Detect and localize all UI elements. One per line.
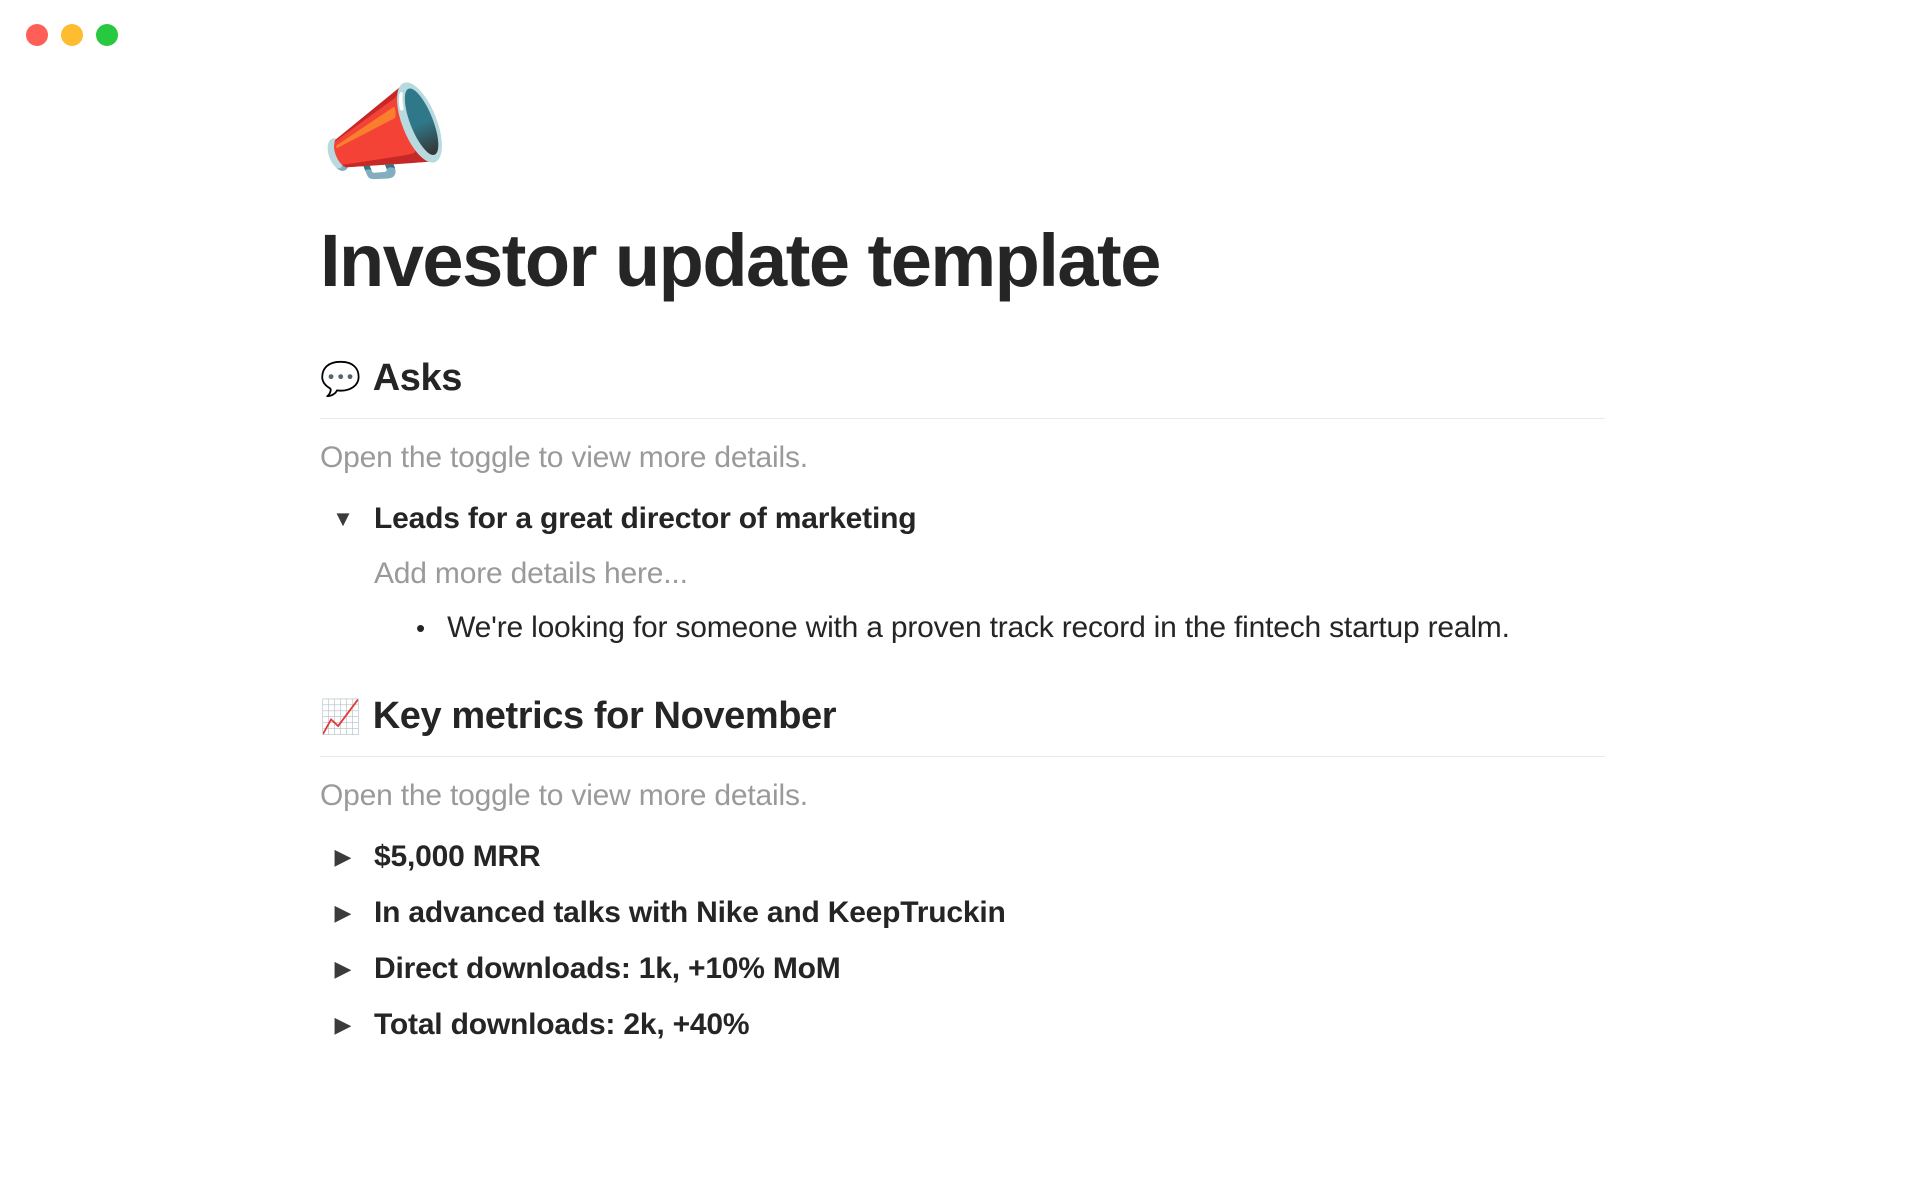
metrics-toggle-list xyxy=(320,829,1605,1053)
window-titlebar xyxy=(0,0,1920,70)
toggle-row[interactable] xyxy=(320,829,1605,885)
toggle-label[interactable]: $5,000 MRR xyxy=(374,840,541,874)
close-button[interactable] xyxy=(26,24,48,46)
section-key-metrics xyxy=(320,695,1605,1053)
chevron-down-icon[interactable]: ▼ xyxy=(332,506,354,532)
maximize-button[interactable] xyxy=(96,24,118,46)
section-spacer xyxy=(320,655,1770,695)
list-item[interactable] xyxy=(374,601,1605,655)
toggle-label[interactable]: Leads for a great director of marketing xyxy=(374,502,917,536)
toggle-row[interactable] xyxy=(320,997,1605,1053)
toggle-label[interactable]: Direct downloads: 1k, +10% MoM xyxy=(374,952,841,986)
bullet-text[interactable]: We're looking for someone with a proven track record in the fintech startup realm. xyxy=(447,611,1510,645)
section-heading-text: Key metrics for November xyxy=(372,695,837,738)
minimize-button[interactable] xyxy=(61,24,83,46)
megaphone-icon[interactable]: 📣 xyxy=(320,76,450,192)
toggle-children xyxy=(320,547,1605,655)
section-asks xyxy=(320,357,1605,655)
chevron-right-icon[interactable]: ▶ xyxy=(334,900,352,926)
section-heading-key-metrics xyxy=(320,695,1605,757)
toggle-label[interactable]: Total downloads: 2k, +40% xyxy=(374,1008,750,1042)
speech-balloon-icon: 💬 xyxy=(320,360,361,398)
document-body xyxy=(0,76,1920,1053)
chevron-right-icon[interactable]: ▶ xyxy=(334,956,352,982)
page-title[interactable]: Investor update template xyxy=(320,219,1160,302)
toggle-label[interactable]: In advanced talks with Nike and KeepTruckin xyxy=(374,896,1006,930)
toggle-block-marketing-lead xyxy=(320,491,1605,655)
chevron-right-icon[interactable]: ▶ xyxy=(334,844,352,870)
section-heading-asks xyxy=(320,357,1605,419)
chevron-right-icon[interactable]: ▶ xyxy=(334,1012,352,1038)
metrics-hint-text: Open the toggle to view more details. xyxy=(320,779,808,813)
chart-increasing-icon: 📈 xyxy=(320,698,361,736)
toggle-row[interactable] xyxy=(320,885,1605,941)
asks-hint-text: Open the toggle to view more details. xyxy=(320,441,808,475)
toggle-row[interactable] xyxy=(320,491,1605,547)
toggle-row[interactable] xyxy=(320,941,1605,997)
details-placeholder-text[interactable]: Add more details here... xyxy=(374,557,688,591)
section-heading-text: Asks xyxy=(372,357,462,400)
bullet-icon: • xyxy=(416,613,426,644)
